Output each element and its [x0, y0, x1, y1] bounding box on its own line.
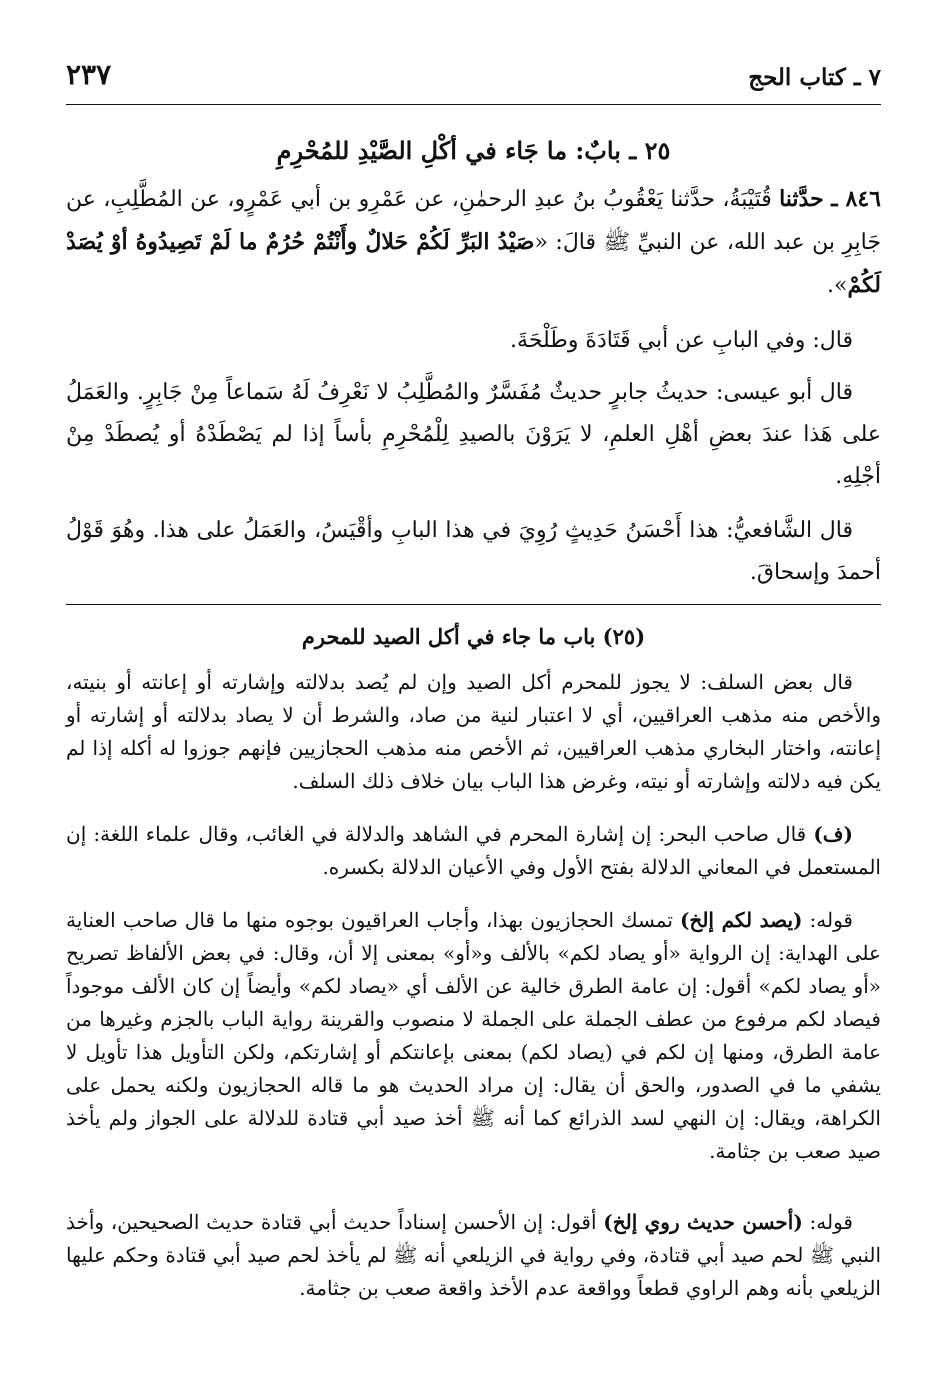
hadith-paragraph: [66, 178, 881, 307]
commentary-paragraph-3: [66, 904, 881, 1168]
page-number: ٢٣٧: [66, 58, 112, 91]
commentary-paragraph-1: قال بعض السلف: لا يجوز للمحرم أكل الصيد وإن لم يُصد بدلالته وإشارته أو إعانته أو بنيته، والأخص منه مذهب العراقيين، أي لا اعتبار لنية من صاد، والشرط أن لا يصاد بدلالته أو إشارته أو إعانته، واختار البخاري مذهب العراقيين، ثم الأخص منه مذهب الحجازيين فإنهم جوزوا له أكله إذا لم يكن فيه دلالته وإشارته أو نيته، وغرض هذا الباب بيان خلاف ذلك السلف.: [66, 670, 881, 793]
commentary-qawluhu-3: قوله:: [802, 908, 853, 932]
commentary-text-4: أقول: إن الأحسن إسناداً حديث أبي قتادة حديث الصحيحين، وأخذ النبي ﷺ لحم صيد أبي قتادة، وفي رواية في الزيلعي أنه ﷺ لم يأخذ لحم صيد أبي قتادة وحكم عليها الزيلعي بأنه وهم الراوي قطعاً وواقعة عدم الأخذ واقعة صعب بن جثامة.: [66, 1210, 881, 1300]
commentary-fa-marker: (ف): [813, 822, 853, 846]
header-rule: [66, 104, 881, 105]
hadith-opening: حدَّثنا: [779, 186, 824, 212]
commentary-paragraph-4: [66, 1206, 881, 1305]
commentary-text-3: تمسك الحجازيون بهذا، وأجاب العراقيون بوجوه منها ما قال صاحب العناية على الهداية: إن الرواية «أو يصاد لكم» بالألف و«أو» بمعنى إلا أن، وقال: في بعض الألفاظ تصريح «أو يصاد لكم» أقول: إن عامة الطرق خالية عن الألف أي «يصاد لكم» وأيضاً إن كان الألف موجوداً فيصاد لكم مرفوع من عطف الجملة على الجملة لا منصوب والقرينة رواية الباب بالجزم وغيرها من عامة الطرق، ومنها إن لكم في (يصاد لكم) بمعنى بإعانتكم أو إشارتكم، ولكن التأويل هذا تأويل لا يشفي ما في الصدور، والحق أن يقال: إن مراد الحديث هو ما قاله الحجازيون ولكنه يحمل على الكراهة، ويقال: إن النهي لسد الذرائع كما أنه ﷺ أخذ صيد أبي قتادة للدلالة على الجواز ولم يأخذ صيد صعب بن جثامة.: [66, 908, 882, 1163]
page-header: [66, 58, 881, 102]
commentary-lemma-4: (أحسن حديث روي إلخ): [603, 1210, 803, 1234]
hadith-ending: ».: [827, 273, 848, 298]
hadith-isnad: قُتَيْبَةُ، حدَّثنا يَعْقُوبُ بنُ عبدِ الرحمٰنِ، عن عَمْرِو بن أبي عَمْرٍو، عن المُطَّلِبِ، عن جَابِرِ بن عبد الله، عن النبيِّ ﷺ قالَ: «: [66, 187, 881, 255]
paragraph-abu-isa: قال أبو عيسى: حديثُ جابرٍ حديثٌ مُفَسَّرٌ والمُطَّلِبُ لا نَعْرِفُ لَهُ سَماعاً مِنْ جَابِرٍ. والعَمَلُ على هَذا عندَ بعضِ أهْلِ العلمِ، لا يَرَوْنَ بالصيدِ لِلْمُحْرِمِ بأساً إذا لم يَصْطَدْهُ أو يُصطَدْ مِنْ أجْلِهِ.: [66, 380, 881, 489]
commentary-qawluhu-4: قوله:: [802, 1210, 853, 1234]
commentary-paragraph-2: [66, 818, 881, 884]
hadith-number: ٨٤٦ ـ: [831, 186, 881, 212]
section-divider: [66, 604, 881, 605]
hadith-matn: صَيْدُ البَرِّ لَكُمْ حَلالٌ وأَنْتُمْ حُرُمٌ ما لَمْ تَصِيدُوهُ أوْ يُصَدْ لَكُمْ: [66, 229, 881, 298]
paragraph-qala: قال: وفي البابِ عن أبي قَتَادَةَ وطَلْحَةَ.: [510, 328, 853, 353]
chapter-heading: ٢٥ ـ بابٌ: ما جَاء في أكْلِ الصَّيْدِ للمُحْرِمِ: [276, 136, 671, 165]
commentary-heading: (٢٥) باب ما جاء في أكل الصيد للمحرم: [301, 624, 646, 649]
commentary-text-2: قال صاحب البحر: إن إشارة المحرم في الشاهد والدلالة في الغائب، وقال علماء اللغة: إن المستعمل في المعاني الدلالة بفتح الأول وفي الأعيان الدلالة بكسره.: [66, 822, 881, 879]
paragraph-shafii: قال الشَّافعيُّ: هذا أَحْسَنُ حَدِيثٍ رُوِيَ في هذا البابِ وأقْيَسُ، والعَمَلُ على هذا. وهُوَ قَوْلُ أحمدَ وإسحاقَ.: [66, 518, 881, 585]
chapter-running-title: ٧ ـ كتاب الحج: [748, 64, 881, 91]
commentary-lemma-3: (يصد لكم إلخ): [679, 908, 803, 932]
